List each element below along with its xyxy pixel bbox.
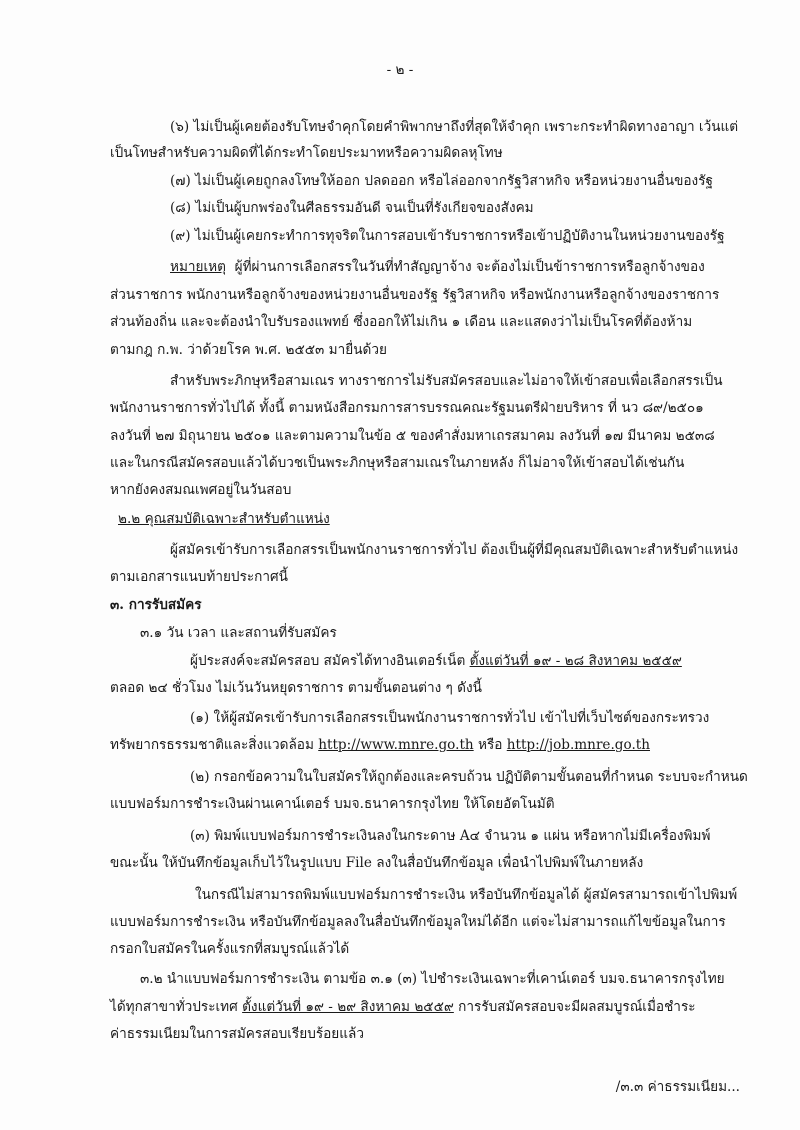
apply-line-2: ตลอด ๒๔ ชั่วโมง ไม่เว้นวันหยุดราชการ ตามขั้นตอนต่าง ๆ ดังนี้ [110, 680, 482, 696]
case-line-3: กรอกใบสมัครในครั้งแรกที่สมบูรณ์แล้วได้ [110, 941, 350, 957]
note-label: หมายเหตุ [170, 259, 226, 275]
item-6-line-2: เป็นโทษสำหรับความผิดที่ได้กระทำโดยประมาทหรือความผิดลหุโทษ [110, 145, 503, 161]
note-text-1: ผู้ที่ผ่านการเลือกสรรในวันที่ทำสัญญาจ้าง จะต้องไม่เป็นข้าราชการหรือลูกจ้างของ [234, 259, 705, 275]
item-8: (๘) ไม่เป็นผู้บกพร่องในศีลธรรมอันดี จนเป็นที่รังเกียจของสังคม [170, 200, 534, 216]
item-7: (๗) ไม่เป็นผู้เคยถูกลงโทษให้ออก ปลดออก หรือไล่ออกจากรัฐวิสาหกิจ หรือหน่วยงานอื่นของรัฐ [170, 173, 713, 189]
section-3-2-line-3: ค่าธรรมเนียมในการสมัครสอบเรียบร้อยแล้ว [110, 1026, 364, 1042]
note-line-2: ส่วนราชการ พนักงานหรือลูกจ้างของหน่วยงานอื่นของรัฐ รัฐวิสาหกิจ หรือพนักงานหรือลูกจ้างของราชการ [110, 287, 720, 303]
branches-text: ได้ทุกสาขาทั่วประเทศ [110, 999, 243, 1015]
section-3-2-line-1: ๓.๒ นำแบบฟอร์มการชำระเงิน ตามข้อ ๓.๑ (๓) ไปชำระเงินเฉพาะที่เคาน์เตอร์ บมจ.ธนาคารกรุงไทย [140, 971, 725, 987]
case-line-1: ในกรณีไม่สามารถพิมพ์แบบฟอร์มการชำระเงิน หรือบันทึกข้อมูลได้ ผู้สมัครสามารถเข้าไปพิมพ์ [195, 887, 738, 903]
step-1-line-2 [110, 736, 650, 754]
apply-dates: ตั้งแต่วันที่ ๑๙ - ๒๘ สิงหาคม ๒๕๕๙ [469, 653, 682, 669]
section-3-1-heading: ๓.๑ วัน เวลา และสถานที่รับสมัคร [140, 625, 337, 641]
mnre-website-link[interactable]: http://www.mnre.go.th [318, 737, 474, 753]
mnre-job-link[interactable]: http://job.mnre.go.th [506, 737, 650, 753]
step-3-line-2: ขณะนั้น ให้บันทึกข้อมูลเก็บไว้ในรูปแบบ File ลงในสื่อบันทึกข้อมูล เพื่อนำไปพิมพ์ในภายหลัง [110, 855, 644, 871]
ministry-name: ทรัพยากรธรรมชาติและสิ่งแวดล้อม [110, 737, 319, 753]
monk-line-1: สำหรับพระภิกษุหรือสามเณร ทางราชการไม่รับสมัครสอบและไม่อาจให้เข้าสอบเพื่อเลือกสรรเป็น [170, 373, 723, 389]
section-3-heading: ๓. การรับสมัคร [110, 597, 202, 613]
step-2-line-2: แบบฟอร์มการชำระเงินผ่านเคาน์เตอร์ บมจ.ธนาคารกรุงไทย ให้โดยอัตโนมัติ [110, 796, 555, 812]
item-9: (๙) ไม่เป็นผู้เคยกระทำการทุจริตในการสอบเข้ารับราชการหรือเข้าปฏิบัติงานในหน่วยงานของรัฐ [170, 228, 725, 244]
note-line-1 [170, 258, 705, 276]
step-1-line-1: (๑) ให้ผู้สมัครเข้ารับการเลือกสรรเป็นพนักงานราชการทั่วไป เข้าไปที่เว็บไซต์ของกระทรวง [190, 710, 710, 726]
case-line-2: แบบฟอร์มการชำระเงิน หรือบันทึกข้อมูลลงในสื่อบันทึกข้อมูลใหม่ได้อีก แต่จะไม่สามารถแก้ไขข้อมูลในการ [110, 914, 726, 930]
payment-dates: ตั้งแต่วันที่ ๑๙ - ๒๙ สิงหาคม ๒๕๕๙ [242, 999, 454, 1015]
page-number: - ๒ - [386, 62, 414, 78]
monk-line-3: ลงวันที่ ๒๗ มิถุนายน ๒๕๐๑ และตามความในข้อ ๕ ของคำสั่งมหาเถรสมาคม ลงวันที่ ๑๗ มีนาคม ๒๕๓๘ [110, 428, 715, 444]
note-line-4: ตามกฎ ก.พ. ว่าด้วยโรค พ.ศ. ๒๕๕๓ มายื่นด้วย [110, 342, 387, 358]
monk-line-4: และในกรณีสมัครสอบแล้วได้บวชเป็นพระภิกษุหรือสามเณรในภายหลัง ก็ไม่อาจให้เข้าสอบได้เช่นกัน [110, 455, 685, 471]
section-2-2-line-1: ผู้สมัครเข้ารับการเลือกสรรเป็นพนักงานราชการทั่วไป ต้องเป็นผู้ที่มีคุณสมบัติเฉพาะสำหรับตำแหน่ง [170, 542, 739, 558]
step-2-line-1: (๒) กรอกข้อความในใบสมัครให้ถูกต้องและครบถ้วน ปฏิบัติตามขั้นตอนที่กำหนด ระบบจะกำหนด [190, 769, 748, 785]
note-line-3: ส่วนท้องถิ่น และจะต้องนำใบรับรองแพทย์ ซึ่งออกให้ไม่เกิน ๑ เดือน และแสดงว่าไม่เป็นโรคที่ต้องห้าม [110, 314, 693, 330]
monk-line-2: พนักงานราชการทั่วไปได้ ทั้งนี้ ตามหนังสือกรมการสารบรรณคณะรัฐมนตรีฝ่ายบริหาร ที่ นว ๘๙/๒๕๐๑ [110, 400, 704, 416]
monk-line-5: หากยังคงสมณเพศอยู่ในวันสอบ [110, 482, 292, 498]
item-6-line-1: (๖) ไม่เป็นผู้เคยต้องรับโทษจำคุกโดยคำพิพากษาถึงที่สุดให้จำคุก เพราะกระทำผิดทางอาญา เว้นแต่ [170, 119, 739, 135]
completion-text: การรับสมัครสอบจะมีผลสมบูรณ์เมื่อชำระ [453, 999, 696, 1015]
or-text: หรือ [473, 737, 507, 753]
section-3-2-line-2 [110, 998, 696, 1016]
apply-line-1 [190, 652, 682, 670]
apply-text: ผู้ประสงค์จะสมัครสอบ สมัครได้ทางอินเตอร์เน็ต [190, 653, 470, 669]
section-2-2-heading: ๒.๒ คุณสมบัติเฉพาะสำหรับตำแหน่ง [118, 511, 330, 527]
continuation-footer: /๓.๓ ค่าธรรมเนียม... [615, 1079, 740, 1095]
section-2-2-line-2: ตามเอกสารแนบท้ายประกาศนี้ [110, 569, 288, 585]
step-3-line-1: (๓) พิมพ์แบบฟอร์มการชำระเงินลงในกระดาษ A๔ จำนวน ๑ แผ่น หรือหากไม่มีเครื่องพิมพ์ [190, 828, 711, 844]
